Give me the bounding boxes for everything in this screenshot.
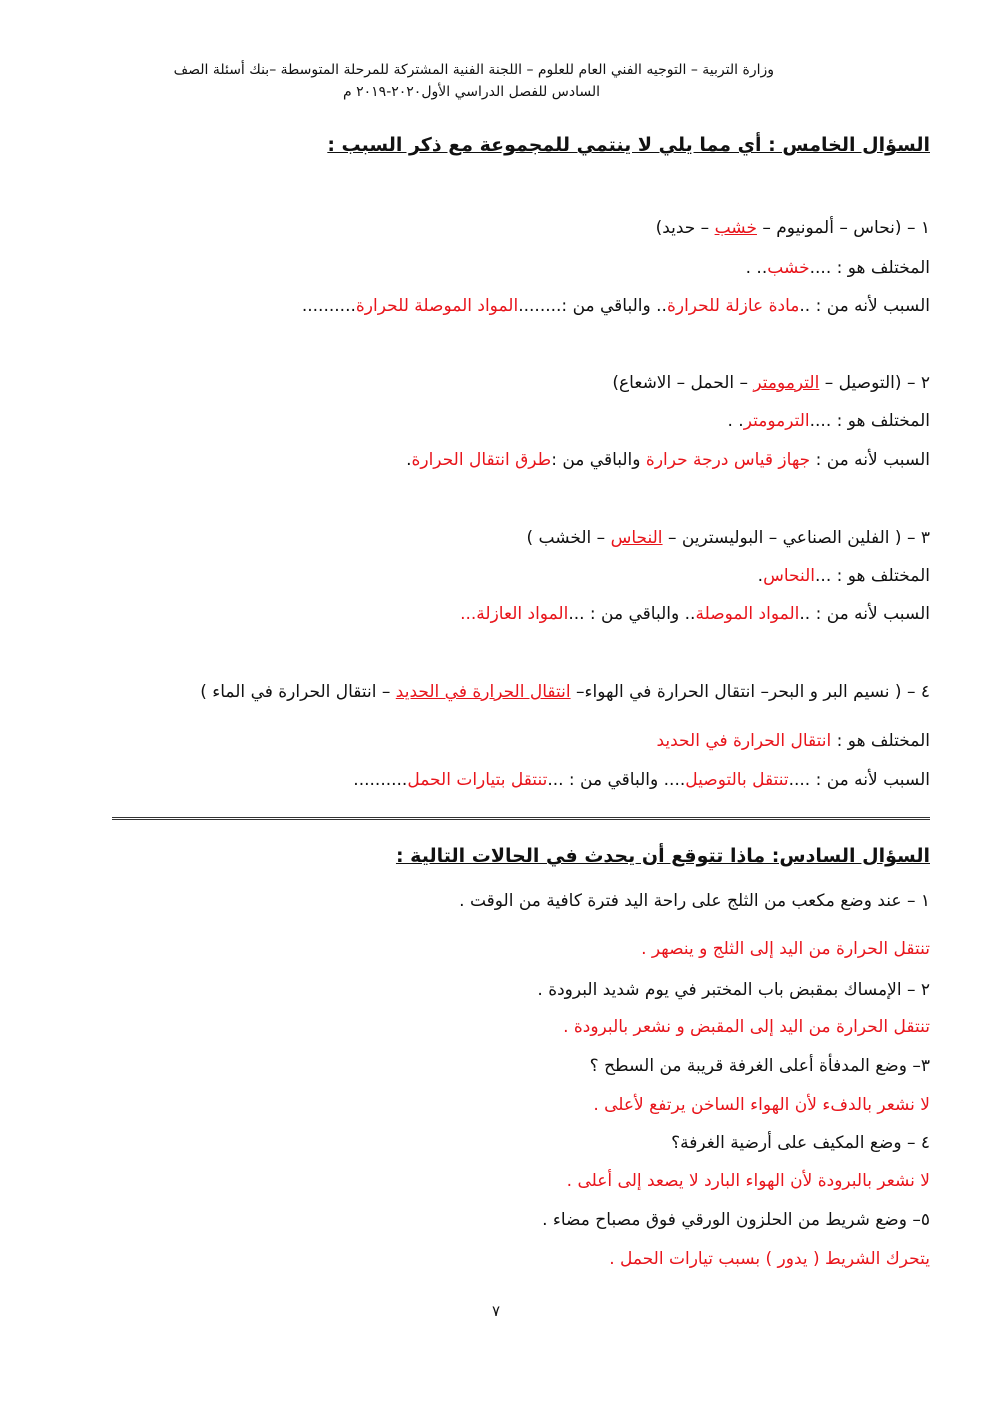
group-pre: (نحاس – ألمونيوم –	[756, 218, 902, 238]
question-5-title: السؤال الخامس : أي مما يلي لا ينتمي للمجموعة مع ذكر السبب :	[327, 134, 930, 156]
q6-item-5-answer: يتحرك الشريط ( يدور ) بسبب تيارات الحمل .	[609, 1249, 930, 1269]
reason-end: ..........	[353, 770, 408, 790]
odd-word: النحاس	[610, 528, 663, 548]
q6-item-2-question: ٢ – الإمساك بمقبض باب المختبر في يوم شديد البرودة .	[537, 980, 930, 1000]
reason-mid: .. والباقي من : ...	[568, 604, 696, 624]
q5-item-2-group	[612, 373, 930, 393]
odd-word: انتقال الحرارة في الحديد	[395, 682, 571, 702]
group-post: – الخشب )	[526, 528, 611, 548]
reason-label: السبب لأنه من :	[810, 450, 930, 470]
section-separator	[112, 817, 930, 820]
q6-item-3-answer: لا نشعر بالدفء لأن الهواء الساخن يرتفع لأعلى .	[593, 1095, 930, 1115]
different-label: المختلف هو :	[831, 731, 930, 751]
reason-end: ..........	[301, 296, 356, 316]
q5-item-3-group	[527, 528, 931, 548]
reason-label: السبب لأنه من : ..	[799, 296, 930, 316]
reason-mid: .. والباقي من :........	[518, 296, 667, 316]
reason-mid: والباقي من :	[551, 450, 646, 470]
q6-item-5-question: ٥– وضع شريط من الحلزون الورقي فوق مصباح مضاء .	[542, 1210, 930, 1230]
reason-answer: المواد الموصلة	[695, 604, 800, 624]
q6-item-1-answer: تنتقل الحرارة من اليد إلى الثلج و ينصهر .	[641, 939, 930, 959]
odd-word: الترمومتر	[753, 373, 820, 393]
rest-answer: تنتقل بتيارات الحمل	[407, 770, 548, 790]
group-post: – الحمل – الاشعاع)	[612, 373, 754, 393]
q6-item-2-answer: تنتقل الحرارة من اليد إلى المقبض و نشعر بالبرودة .	[563, 1017, 930, 1037]
group-post: – حديد)	[655, 218, 715, 238]
q5-item-2-reason	[406, 450, 930, 470]
q5-item-1-group	[656, 218, 930, 238]
different-label: المختلف هو : ....	[809, 411, 930, 431]
q6-item-4-answer: لا نشعر بالبرودة لأن الهواء البارد لا يصعد إلى أعلى .	[566, 1171, 930, 1191]
item-number: ٤ –	[901, 682, 930, 702]
header-line-1: وزارة التربية – التوجيه الفني العام للعلوم – اللجنة الفنية المشتركة للمرحلة المتوسطة –بنك أسئلة الصف	[173, 62, 774, 78]
q5-item-2-different	[727, 411, 930, 431]
item-number: ١ –	[901, 218, 930, 238]
different-end: .	[757, 566, 764, 586]
different-end: . .	[727, 411, 744, 431]
q6-item-4-question: ٤ – وضع المكيف على أرضية الغرفة؟	[671, 1133, 930, 1153]
different-answer: الترمومتر	[743, 411, 810, 431]
q5-item-1-reason	[302, 296, 930, 316]
reason-end: .	[406, 450, 412, 470]
reason-mid: .... والباقي من : ...	[547, 770, 686, 790]
different-answer: خشب	[767, 258, 810, 278]
odd-word: خشب	[714, 218, 757, 238]
group-pre: ( نسيم البر و البحر– انتقال الحرارة في الهواء–	[570, 682, 902, 702]
group-pre: ( الفلين الصناعي – البوليسترين –	[662, 528, 902, 548]
reason-answer: مادة عازلة للحرارة	[666, 296, 800, 316]
q5-item-3-different	[758, 566, 930, 586]
group-pre: (التوصيل –	[819, 373, 902, 393]
reason-answer: تنتقل بالتوصيل	[685, 770, 789, 790]
different-answer: النحاس	[763, 566, 816, 586]
reason-label: السبب لأنه من : ....	[788, 770, 930, 790]
q6-item-3-question: ٣– وضع المدفأة أعلى الغرفة قريبة من السطح ؟	[589, 1056, 930, 1076]
rest-answer: طرق انتقال الحرارة	[411, 450, 552, 470]
question-6-title: السؤال السادس: ماذا تتوقع أن يحدث في الحالات التالية :	[395, 845, 930, 867]
q6-item-1-question: ١ – عند وضع مكعب من الثلج على راحة اليد فترة كافية من الوقت .	[459, 891, 930, 911]
item-number: ٢ –	[901, 373, 930, 393]
different-answer: انتقال الحرارة في الحديد	[656, 731, 832, 751]
group-post: – انتقال الحرارة في الماء )	[200, 682, 396, 702]
header-line-2: السادس للفصل الدراسي الأول٢٠٢٠-٢٠١٩ م	[342, 84, 600, 100]
q5-item-1-different	[746, 258, 930, 278]
different-label: المختلف هو : ...	[815, 566, 930, 586]
different-end: .. .	[745, 258, 768, 278]
q5-item-4-different	[656, 731, 930, 751]
different-label: المختلف هو : ....	[809, 258, 930, 278]
rest-answer: المواد العازلة...	[460, 604, 569, 624]
page-number: ٧	[491, 1302, 501, 1320]
reason-label: السبب لأنه من : ..	[799, 604, 930, 624]
q5-item-3-reason	[460, 604, 930, 624]
rest-answer: المواد الموصلة للحرارة	[355, 296, 519, 316]
reason-answer: جهاز قياس درجة حرارة	[645, 450, 811, 470]
q5-item-4-group	[200, 682, 930, 702]
item-number: ٣ –	[901, 528, 930, 548]
q5-item-4-reason	[353, 770, 930, 790]
